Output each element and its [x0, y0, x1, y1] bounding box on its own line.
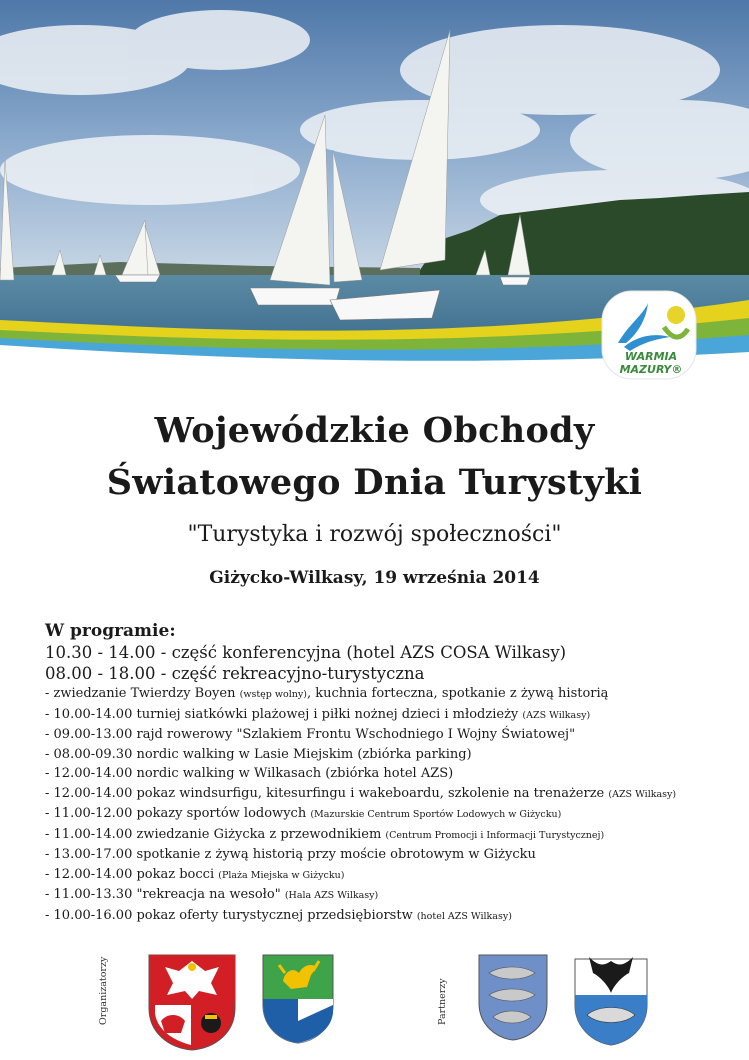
- logo-wordmark: [606, 350, 696, 376]
- program-item: [45, 725, 725, 745]
- program-item-location: (wstęp wolny): [239, 689, 307, 700]
- program-item-location: (AZS Wilkasy): [608, 788, 677, 800]
- program-item: [45, 865, 725, 886]
- program-item-text: - 11.00-12.00 pokazy sportów lodowych: [45, 806, 311, 821]
- program-item-text: - zwiedzanie Twierdzy Boyen: [45, 686, 240, 701]
- program-item-text: - 09.00-13.00 rajd rowerowy "Szlakiem Frontu Wschodniego I Wojny Światowej": [45, 727, 576, 742]
- program-item-location: (AZS Wilkasy): [522, 709, 591, 721]
- registered-mark: ®: [671, 363, 683, 376]
- title-line-2: Światowego Dnia Turystyki: [106, 462, 643, 503]
- logo-line2: MAZURY: [619, 363, 672, 376]
- program-item-text: - 08.00-09.30 nordic walking w Lasie Miejskim (zbiórka parking): [45, 746, 472, 762]
- program-item-location: (Centrum Promocji i Informacji Turystycznej): [385, 829, 605, 841]
- program-item-text: - 12.00-14.00 pokaz bocci: [45, 866, 219, 882]
- program-item: [45, 885, 725, 906]
- program-item-text: - 10.00-14.00 turniej siatkówki plażowej i piłki nożnej dzieci i młodzieży: [45, 706, 523, 722]
- program-section: [45, 620, 725, 926]
- program-heading: W programie:: [45, 621, 176, 641]
- program-item-text: - 10.00-16.00 pokaz oferty turystycznej przedsiębiorstw: [45, 907, 417, 923]
- program-item: [45, 906, 725, 927]
- program-item-location: (hotel AZS Wilkasy): [416, 910, 512, 922]
- main-item: 10.30 - 14.00 - część konferencyjna (hotel AZS COSA Wilkasy): [45, 643, 567, 662]
- program-item: [45, 804, 725, 825]
- program-item: [45, 825, 725, 846]
- program-item-text: - 11.00-14.00 zwiedzanie Giżycka z przewodnikiem: [45, 826, 386, 842]
- program-list: [45, 684, 725, 926]
- partners-label: Partnerzy: [437, 978, 448, 1025]
- program-item: [45, 705, 725, 726]
- gizycko-city-coat-of-arms: [573, 947, 649, 1047]
- logo-line1: WARMIA: [624, 350, 678, 363]
- organizers-label: Organizatorzy: [98, 956, 109, 1025]
- warmia-mazury-coat-of-arms: [147, 953, 237, 1051]
- program-item: [45, 684, 725, 705]
- program-item-text: - 12.00-14.00 pokaz windsurfigu, kitesurfingu i wakeboardu, szkolenie na trenażerze: [45, 785, 609, 801]
- program-item: [45, 764, 725, 784]
- program-item-text: - 11.00-13.30 "rekreacja na wesoło": [45, 887, 285, 902]
- program-item-location: (Plaża Miejska w Giżycku): [218, 869, 345, 881]
- motto: "Turystyka i rozwój społeczności": [187, 522, 562, 547]
- program-item: [45, 784, 725, 805]
- program-item-text-cont: , kuchnia forteczna, spotkanie z żywą historią: [306, 686, 609, 701]
- program-item-text: - 12.00-14.00 nordic walking w Wilkasach (zbiórka hotel AZS): [45, 766, 454, 781]
- title-line-1: Wojewódzkie Obchody: [154, 410, 595, 451]
- gizycko-district-coat-of-arms: [261, 953, 335, 1045]
- program-item: [45, 845, 725, 865]
- place-date: Giżycko-Wilkasy, 19 września 2014: [209, 568, 540, 588]
- gizycko-commune-coat-of-arms: [477, 953, 549, 1041]
- program-item-text: - 13.00-17.00 spotkanie z żywą historią przy moście obrotowym w Giżycku: [45, 847, 536, 862]
- program-item-location: (Mazurskie Centrum Sportów Lodowych w Giżycku): [310, 809, 562, 820]
- program-item: [45, 745, 725, 765]
- main-item: 08.00 - 18.00 - część rekreacyjno-turystyczna: [45, 664, 425, 683]
- program-item-location: (Hala AZS Wilkasy): [284, 890, 379, 901]
